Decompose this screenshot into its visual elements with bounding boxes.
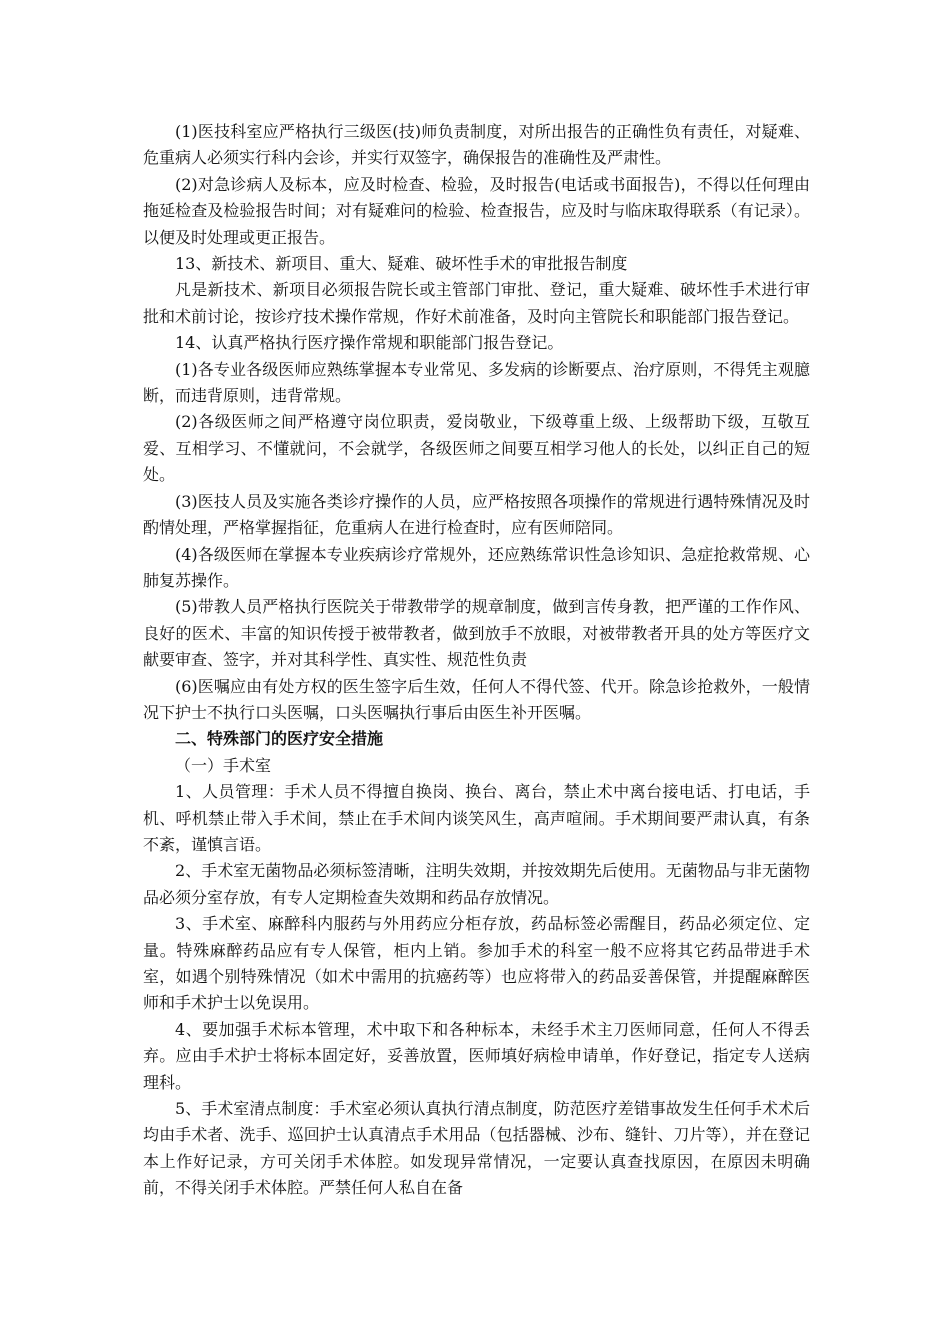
paragraph-4: 凡是新技术、新项目必须报告院长或主管部门审批、登记，重大疑难、破坏性手术进行审批和术前讨论，按诊疗技术操作常规，作好术前准备，及时向主管院长和职能部门报告登记。 — [143, 280, 810, 326]
section-heading-13: 13、新技术、新项目、重大、疑难、破坏性手术的审批报告制度 — [175, 254, 628, 274]
paragraph-9: (4)各级医师在掌握本专业疾病诊疗常规外，还应熟练常识性急诊知识、急症抢救常规、心肺复苏操作。 — [143, 544, 810, 590]
paragraph-8: (3)医技人员及实施各类诊疗操作的人员，应严格按照各项操作的常规进行遇特殊情况及时酌情处理，严格掌握指征，危重病人在进行检查时，应有医师陪同。 — [143, 491, 810, 538]
document-page — [143, 119, 810, 1202]
subsection-heading-operating-room: （一）手术室 — [175, 755, 272, 775]
paragraph-18: 5、手术室清点制度：手术室必须认真执行清点制度，防范医疗差错事故发生任何手术术后均由手术者、洗手、巡回护士认真清点手术用品（包括器械、沙布、缝针、刀片等），并在登记本上作好记录，方可关闭手术体腔。如发现异常情况，一定要认真查找原因，在原因未明确前，不得关闭手术体腔。严禁任何人私自在备 — [143, 1099, 810, 1198]
paragraph-10: (5)带教人员严格执行医院关于带教带学的规章制度，做到言传身教，把严谨的工作作风、良好的医术、丰富的知识传授于被带教者，做到放手不放眼，对被带教者开具的处方等医疗文献要审查、签字，并对其科学性、真实性、规范性负责 — [143, 597, 810, 670]
paragraph-2: (2)对急诊病人及标本，应及时检查、检验，及时报告(电话或书面报告)，不得以任何理由拖延检查及检验报告时间；对有疑难问的检验、检查报告，应及时与临床取得联系（有记录）。以便及时处理或更正报告。 — [143, 174, 810, 247]
chapter-heading-special-departments: 二、特殊部门的医疗安全措施 — [175, 729, 384, 749]
paragraph-17: 4、要加强手术标本管理，术中取下和各种标本，未经手术主刀医师同意，任何人不得丢弃。应由手术护士将标本固定好，妥善放置，医师填好病检申请单，作好登记，指定专人送病理科。 — [143, 1019, 810, 1092]
paragraph-16: 3、手术室、麻醉科内服药与外用药应分柜存放，药品标签必需醒目，药品必须定位、定量。特殊麻醉药品应有专人保管，柜内上销。参加手术的科室一般不应将其它药品带进手术室，如遇个别特殊情况（如术中需用的抗癌药等）也应将带入的药品妥善保管，并提醒麻醉医师和手术护士以免误用。 — [143, 914, 810, 1013]
paragraph-1: (1)医技科室应严格执行三级医(技)师负责制度，对所出报告的正确性负有责任，对疑难、危重病人必须实行科内会诊，并实行双签字，确保报告的准确性及严肃性。 — [143, 122, 810, 168]
section-heading-14: 14、认真严格执行医疗操作常规和职能部门报告登记。 — [175, 333, 564, 353]
paragraph-7: (2)各级医师之间严格遵守岗位职责，爱岗敬业，下级尊重上级、上级帮助下级，互敬互爱、互相学习、不懂就问，不会就学，各级医师之间要互相学习他人的长处，以纠正自己的短处。 — [143, 412, 810, 485]
paragraph-6: (1)各专业各级医师应熟练掌握本专业常见、多发病的诊断要点、治疗原则，不得凭主观臆断，而违背原则，违背常规。 — [143, 359, 810, 406]
paragraph-14: 1、人员管理：手术人员不得擅自换岗、换台、离台，禁止术中离台接电话、打电话，手机、呼机禁止带入手术间，禁止在手术间内谈笑风生，高声喧闹。手术期间要严肃认真，有条不紊，谨慎言语。 — [143, 782, 810, 854]
paragraph-15: 2、手术室无菌物品必须标签清晰，注明失效期，并按效期先后使用。无菌物品与非无菌物品必须分室存放，有专人定期检查失效期和药品存放情况。 — [143, 861, 810, 907]
paragraph-11: (6)医嘱应由有处方权的医生签字后生效，任何人不得代签、代开。除急诊抢救外，一般情况下护士不执行口头医嘱，口头医嘱执行事后由医生补开医嘱。 — [143, 676, 810, 722]
